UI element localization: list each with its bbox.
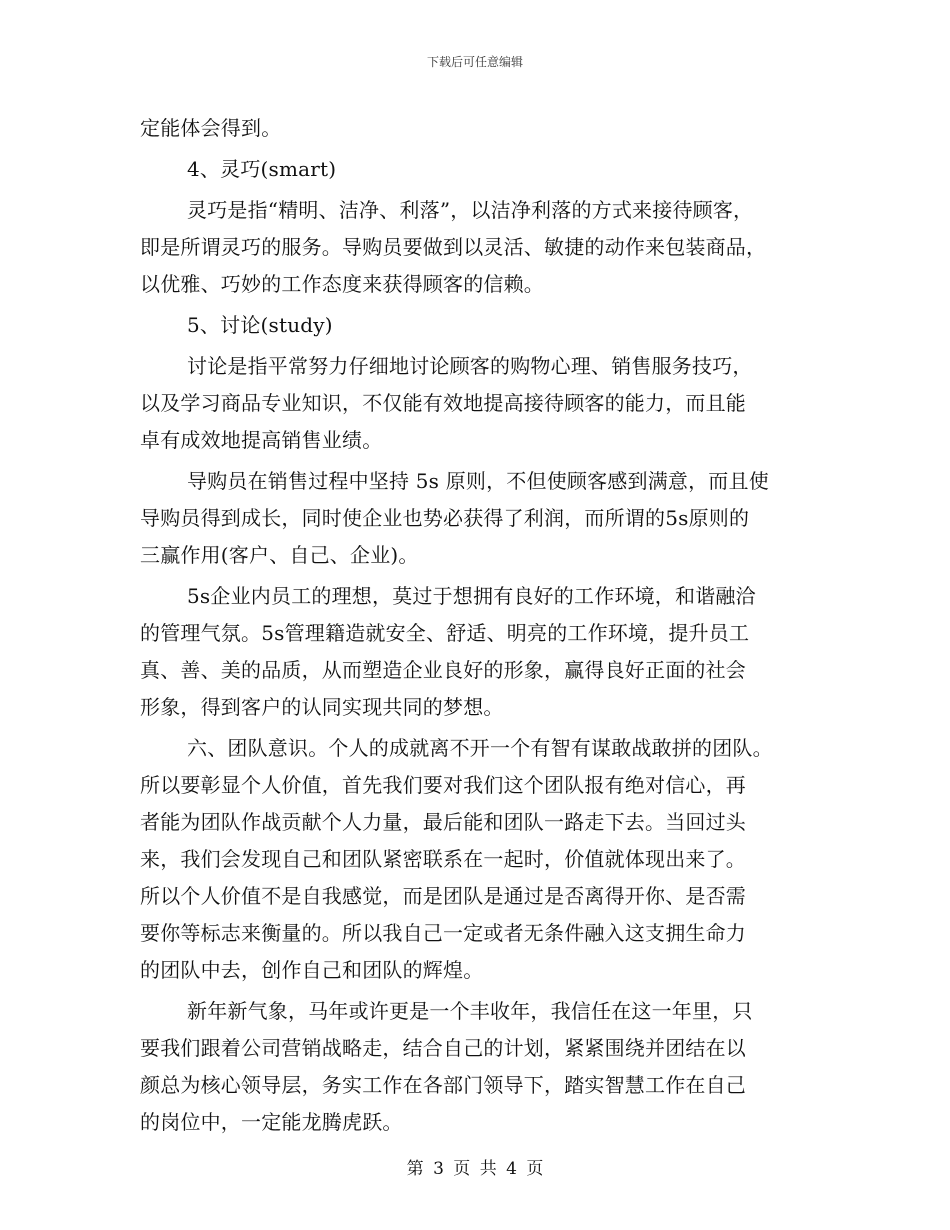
page-footer: 第 3 页 共 4 页 xyxy=(406,1159,544,1179)
text-line: 新年新气象，马年或许更是一个丰收年，我信任在这一年里，只 xyxy=(187,999,753,1023)
text-line: 定能体会得到。 xyxy=(140,116,282,140)
text-line: 要我们跟着公司营销战略走，结合自己的计划，紧紧围绕并团结在以 xyxy=(140,1036,746,1060)
section-heading-study: 5、讨论(study) xyxy=(187,313,333,337)
text-line: 以及学习商品专业知识，不仅能有效地提高接待顾客的能力，而且能 xyxy=(140,391,746,415)
text-line: 来，我们会发现自己和团队紧密联系在一起时，价值就体现出来了。 xyxy=(140,847,746,871)
text-line: 形象，得到客户的认同实现共同的梦想。 xyxy=(140,695,504,719)
text-line: 所以个人价值不是自我感觉，而是团队是通过是否离得开你、是否需 xyxy=(140,884,746,908)
text-line: 要你等标志来衡量的。所以我自己一定或者无条件融入这支拥生命力 xyxy=(140,921,746,945)
text-line: 颜总为核心领导层，务实工作在各部门领导下，踏实智慧工作在自己 xyxy=(140,1073,746,1097)
text-line: 导购员得到成长，同时使企业也势必获得了利润，而所谓的5s原则的 xyxy=(140,506,750,530)
text-line: 的团队中去，创作自己和团队的辉煌。 xyxy=(140,958,484,982)
text-line: 者能为团队作战贡献个人力量，最后能和团队一路走下去。当回过头 xyxy=(140,810,746,834)
text-line: 5s企业内员工的理想，莫过于想拥有良好的工作环境，和谐融洽 xyxy=(187,584,756,608)
text-line: 讨论是指平常努力仔细地讨论顾客的购物心理、销售服务技巧， xyxy=(187,354,753,378)
text-line: 所以要彰显个人价值，首先我们要对我们这个团队报有绝对信心，再 xyxy=(140,773,746,797)
document-body xyxy=(140,110,820,1141)
page-header: 下载后可任意编辑 xyxy=(426,55,523,69)
text-line: 即是所谓灵巧的服务。导购员要做到以灵活、敏捷的动作来包装商品， xyxy=(140,235,767,259)
text-line: 真、善、美的品质，从而塑造企业良好的形象，赢得良好正面的社会 xyxy=(140,658,746,682)
section-heading-smart: 4、灵巧(smart) xyxy=(187,157,337,181)
text-line: 三赢作用(客户、自己、企业)。 xyxy=(140,543,419,567)
text-line: 的岗位中，一定能龙腾虎跃。 xyxy=(140,1110,403,1134)
text-line: 六、团队意识。个人的成就离不开一个有智有谋敢战敢拼的团队。 xyxy=(187,736,773,760)
text-line: 导购员在销售过程中坚持 5s 原则，不但使顾客感到满意，而且使 xyxy=(187,469,769,493)
text-line: 以优雅、巧妙的工作态度来获得顾客的信赖。 xyxy=(140,272,544,296)
text-line: 灵巧是指“精明、洁净、利落”，以洁净利落的方式来接待顾客， xyxy=(187,198,754,222)
text-line: 的管理气氛。5s管理籍造就安全、舒适、明亮的工作环境，提升员工 xyxy=(140,621,750,645)
text-line: 卓有成效地提高销售业绩。 xyxy=(140,428,383,452)
